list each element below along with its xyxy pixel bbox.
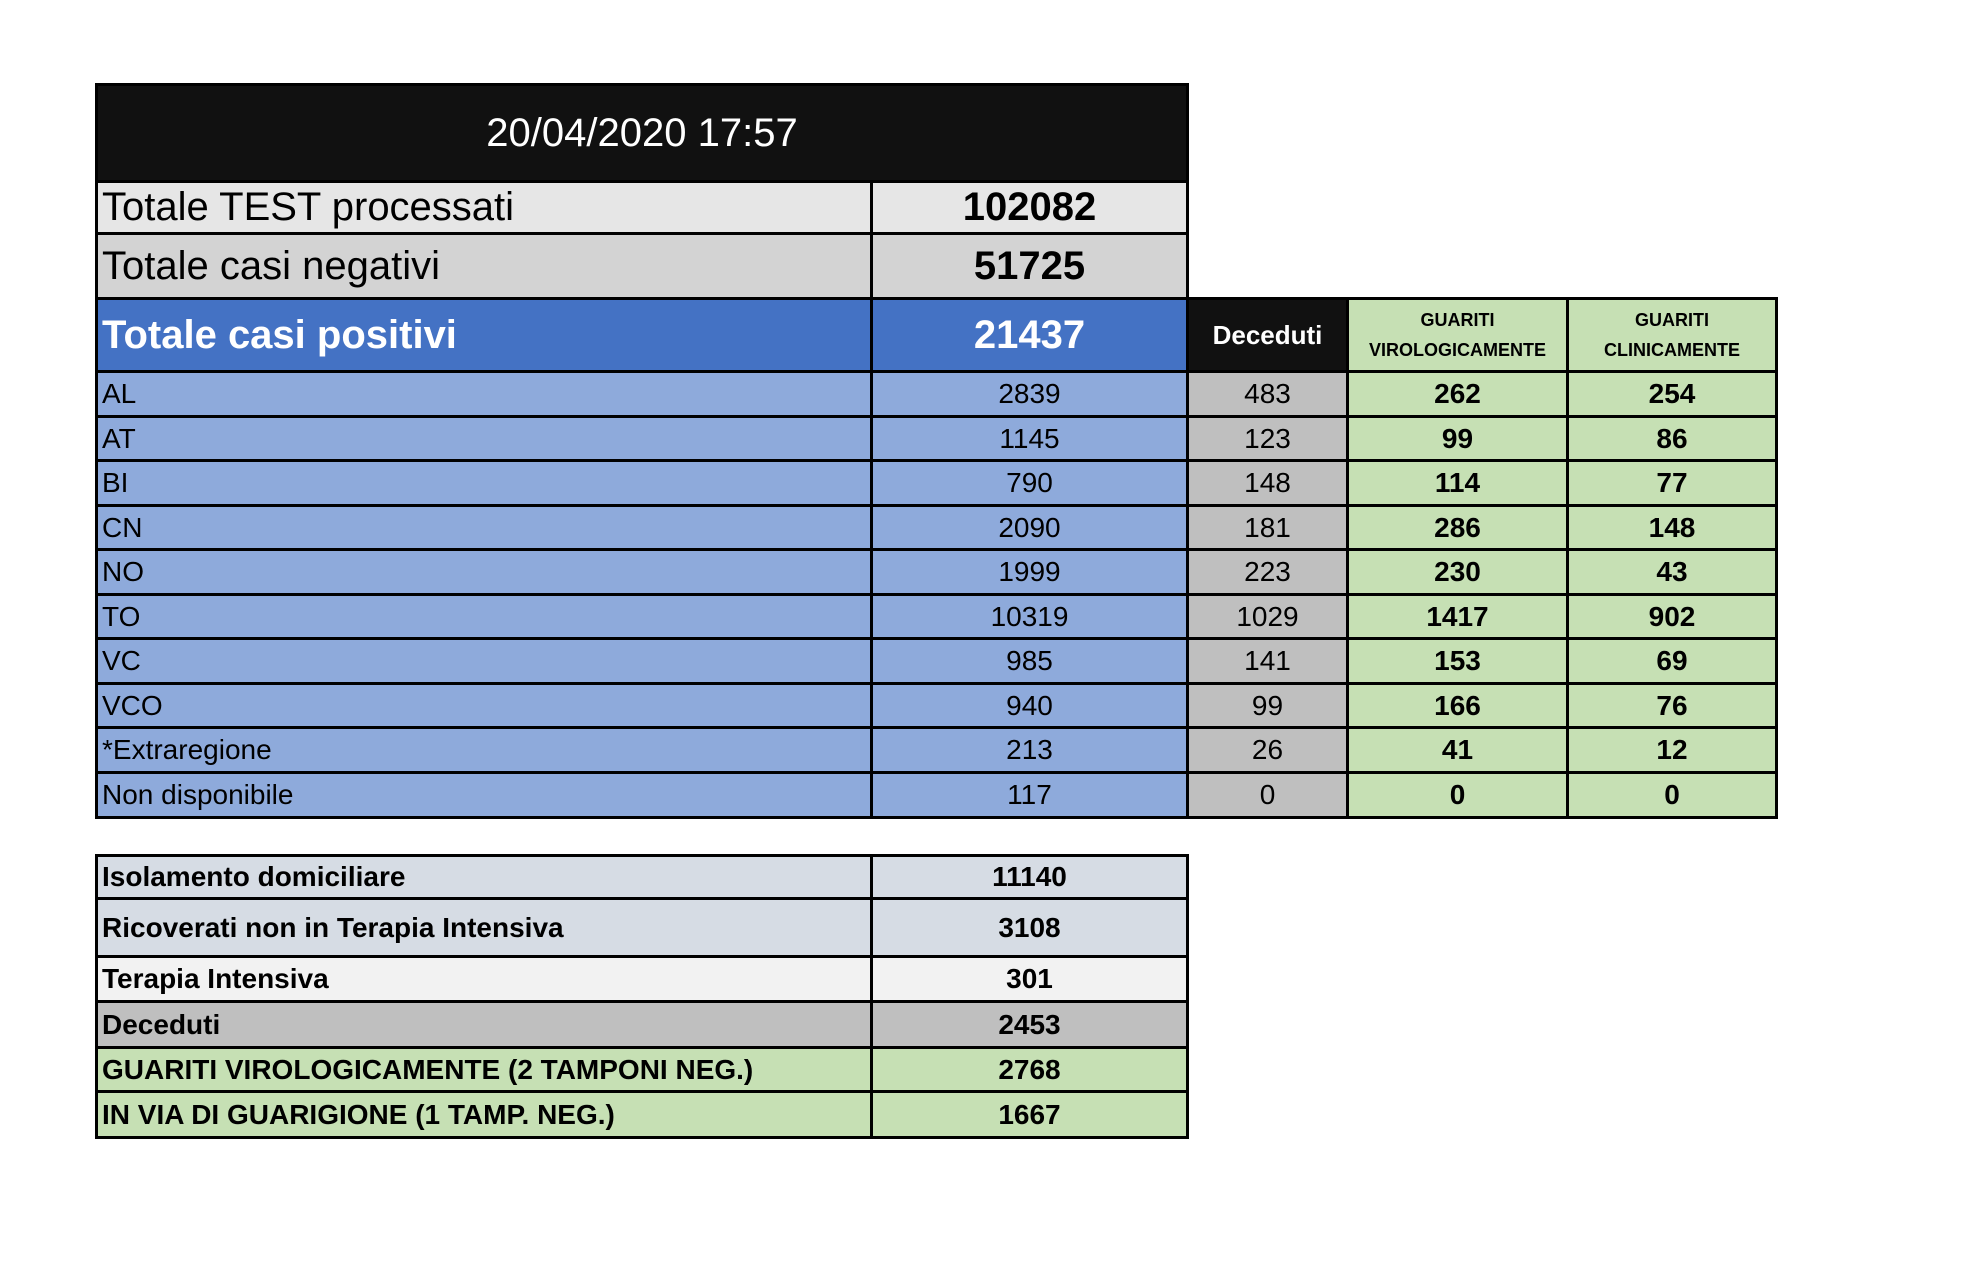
province-guariti-clin-text: 86 <box>1656 423 1688 454</box>
province-name-text: VC <box>102 645 141 676</box>
province-guariti-clin <box>1566 415 1778 463</box>
province-guariti-clin <box>1566 726 1778 774</box>
province-guariti-viro <box>1346 726 1569 774</box>
province-positivi <box>870 504 1189 552</box>
province-guariti-viro <box>1346 370 1569 418</box>
province-guariti-clin <box>1566 504 1778 552</box>
province-guariti-viro-text: 114 <box>1434 467 1481 498</box>
province-positivi-text: 985 <box>1006 645 1053 676</box>
status-value <box>870 897 1189 958</box>
col-header-line: VIROLOGICAMENTE <box>1368 340 1546 360</box>
status-value-text: 2768 <box>998 1053 1061 1085</box>
province-deceduti-text: 223 <box>1244 556 1291 587</box>
positivi-label <box>95 297 873 373</box>
province-positivi-text: 117 <box>1007 779 1052 810</box>
province-positivi <box>870 593 1189 641</box>
province-guariti-viro-text: 166 <box>1434 690 1481 721</box>
status-value-text: 301 <box>1006 963 1053 994</box>
status-value-text: 1667 <box>998 1098 1061 1130</box>
province-deceduti <box>1186 415 1349 463</box>
province-guariti-viro <box>1346 771 1569 819</box>
province-positivi-text: 940 <box>1006 690 1053 721</box>
province-guariti-clin-text: 69 <box>1656 645 1688 676</box>
province-guariti-viro <box>1346 593 1569 641</box>
positivi-label-text: Totale casi positivi <box>102 312 457 357</box>
col-header-line: GUARITI <box>1635 310 1709 330</box>
province-deceduti-text: 181 <box>1244 512 1291 543</box>
province-guariti-viro-text: 153 <box>1434 645 1481 676</box>
status-value-text: 11140 <box>992 861 1067 892</box>
status-label-text: Terapia Intensiva <box>102 963 329 994</box>
province-guariti-viro-text: 262 <box>1434 378 1481 409</box>
summary-negativi-label <box>95 232 873 300</box>
province-name <box>95 548 873 596</box>
status-value-text: 2453 <box>998 1008 1061 1040</box>
status-value <box>870 854 1189 900</box>
province-name-text: AT <box>102 423 136 454</box>
col-header-deceduti <box>1186 297 1349 373</box>
province-guariti-clin-text: 76 <box>1656 690 1688 721</box>
province-deceduti <box>1186 504 1349 552</box>
province-guariti-viro <box>1346 459 1569 507</box>
status-label-text: Ricoverati non in Terapia Intensiva <box>102 911 564 943</box>
report-datetime: 20/04/2020 17:57 <box>486 110 798 155</box>
summary-negativi-value <box>870 232 1189 300</box>
province-name-text: AL <box>102 378 137 409</box>
province-deceduti-text: 0 <box>1259 779 1276 810</box>
status-value <box>870 1000 1189 1049</box>
province-positivi <box>870 682 1189 730</box>
positivi-value <box>870 297 1189 373</box>
province-guariti-viro <box>1346 682 1569 730</box>
province-guariti-clin-text: 0 <box>1664 779 1680 810</box>
province-guariti-viro-text: 99 <box>1441 423 1474 454</box>
status-label-text: Isolamento domiciliare <box>102 861 406 892</box>
province-name-text: TO <box>102 601 141 632</box>
province-deceduti-text: 483 <box>1244 378 1291 409</box>
province-deceduti <box>1186 593 1349 641</box>
province-guariti-viro <box>1346 504 1569 552</box>
province-deceduti-text: 123 <box>1244 423 1291 454</box>
province-name <box>95 771 873 819</box>
province-deceduti-text: 26 <box>1251 734 1284 765</box>
province-positivi <box>870 548 1189 596</box>
positivi-value-text: 21437 <box>973 312 1086 357</box>
status-label-text: GUARITI VIROLOGICAMENTE (2 TAMPONI NEG.) <box>102 1053 754 1085</box>
province-positivi <box>870 459 1189 507</box>
province-positivi-text: 10319 <box>990 601 1069 632</box>
status-value <box>870 1046 1189 1093</box>
province-guariti-clin-text: 254 <box>1648 378 1696 409</box>
province-guariti-clin <box>1566 637 1778 685</box>
status-value <box>870 1090 1189 1139</box>
province-guariti-viro-text: 41 <box>1441 734 1474 765</box>
province-guariti-clin <box>1566 370 1778 418</box>
summary-label: Totale TEST processati <box>102 185 515 229</box>
province-guariti-clin-text: 12 <box>1656 734 1688 765</box>
province-name <box>95 593 873 641</box>
province-positivi-text: 2090 <box>998 512 1061 543</box>
province-guariti-viro <box>1346 415 1569 463</box>
province-positivi-text: 790 <box>1006 467 1053 498</box>
col-header-guariti-clin <box>1566 297 1778 373</box>
province-positivi-text: 1145 <box>999 423 1060 454</box>
province-name-text: NO <box>102 556 144 587</box>
summary-value: 51725 <box>973 243 1086 288</box>
summary-label: Totale casi negativi <box>102 243 440 288</box>
province-guariti-clin <box>1566 548 1778 596</box>
status-value-text: 3108 <box>998 911 1061 943</box>
province-deceduti-text: 141 <box>1244 645 1291 676</box>
province-positivi <box>870 726 1189 774</box>
province-deceduti <box>1186 370 1349 418</box>
col-header-line: GUARITI <box>1420 310 1495 330</box>
province-guariti-clin <box>1566 771 1778 819</box>
province-deceduti <box>1186 459 1349 507</box>
province-deceduti-text: 1029 <box>1236 601 1299 632</box>
status-label <box>95 854 873 900</box>
province-name <box>95 370 873 418</box>
province-name-text: Non disponibile <box>102 779 294 810</box>
province-guariti-viro-text: 230 <box>1434 556 1481 587</box>
col-header-guariti-viro <box>1346 297 1569 373</box>
status-value <box>870 955 1189 1003</box>
province-deceduti-text: 99 <box>1251 690 1284 721</box>
province-name <box>95 682 873 730</box>
province-deceduti <box>1186 726 1349 774</box>
province-guariti-clin <box>1566 459 1778 507</box>
province-name <box>95 637 873 685</box>
province-guariti-viro-text: 1417 <box>1426 601 1489 632</box>
province-name <box>95 504 873 552</box>
province-guariti-clin <box>1566 593 1778 641</box>
province-name <box>95 726 873 774</box>
province-positivi-text: 1999 <box>998 556 1061 587</box>
province-name-text: CN <box>102 512 143 543</box>
status-label <box>95 1046 873 1093</box>
status-label <box>95 897 873 958</box>
province-guariti-clin <box>1566 682 1778 730</box>
province-deceduti <box>1186 682 1349 730</box>
province-guariti-clin-text: 77 <box>1656 467 1688 498</box>
province-positivi <box>870 370 1189 418</box>
province-deceduti <box>1186 548 1349 596</box>
province-deceduti <box>1186 771 1349 819</box>
status-label-text: IN VIA DI GUARIGIONE (1 TAMP. NEG.) <box>102 1098 615 1130</box>
status-label-text: Deceduti <box>102 1008 221 1040</box>
summary-value: 102082 <box>962 185 1097 229</box>
province-name-text: *Extraregione <box>102 734 272 765</box>
status-label <box>95 1090 873 1139</box>
province-deceduti <box>1186 637 1349 685</box>
status-label <box>95 1000 873 1049</box>
province-deceduti-text: 148 <box>1244 467 1291 498</box>
province-name <box>95 415 873 463</box>
province-positivi-text: 2839 <box>998 378 1061 409</box>
province-positivi <box>870 637 1189 685</box>
province-guariti-viro <box>1346 637 1569 685</box>
province-positivi-text: 213 <box>1006 734 1053 765</box>
province-guariti-clin-text: 148 <box>1648 512 1696 543</box>
summary-test-value <box>870 180 1189 235</box>
province-guariti-viro-text: 0 <box>1449 779 1466 810</box>
province-guariti-viro-text: 286 <box>1434 512 1481 543</box>
report-datetime-header <box>95 83 1189 183</box>
province-name <box>95 459 873 507</box>
col-header-line: CLINICAMENTE <box>1604 340 1740 360</box>
summary-test-label <box>95 180 873 235</box>
province-guariti-viro <box>1346 548 1569 596</box>
province-positivi <box>870 771 1189 819</box>
col-header-deceduti-text: Deceduti <box>1212 319 1323 350</box>
province-name-text: VCO <box>102 690 163 721</box>
status-label <box>95 955 873 1003</box>
province-name-text: BI <box>102 467 129 498</box>
province-positivi <box>870 415 1189 463</box>
province-guariti-clin-text: 43 <box>1656 556 1688 587</box>
province-guariti-clin-text: 902 <box>1648 601 1696 632</box>
